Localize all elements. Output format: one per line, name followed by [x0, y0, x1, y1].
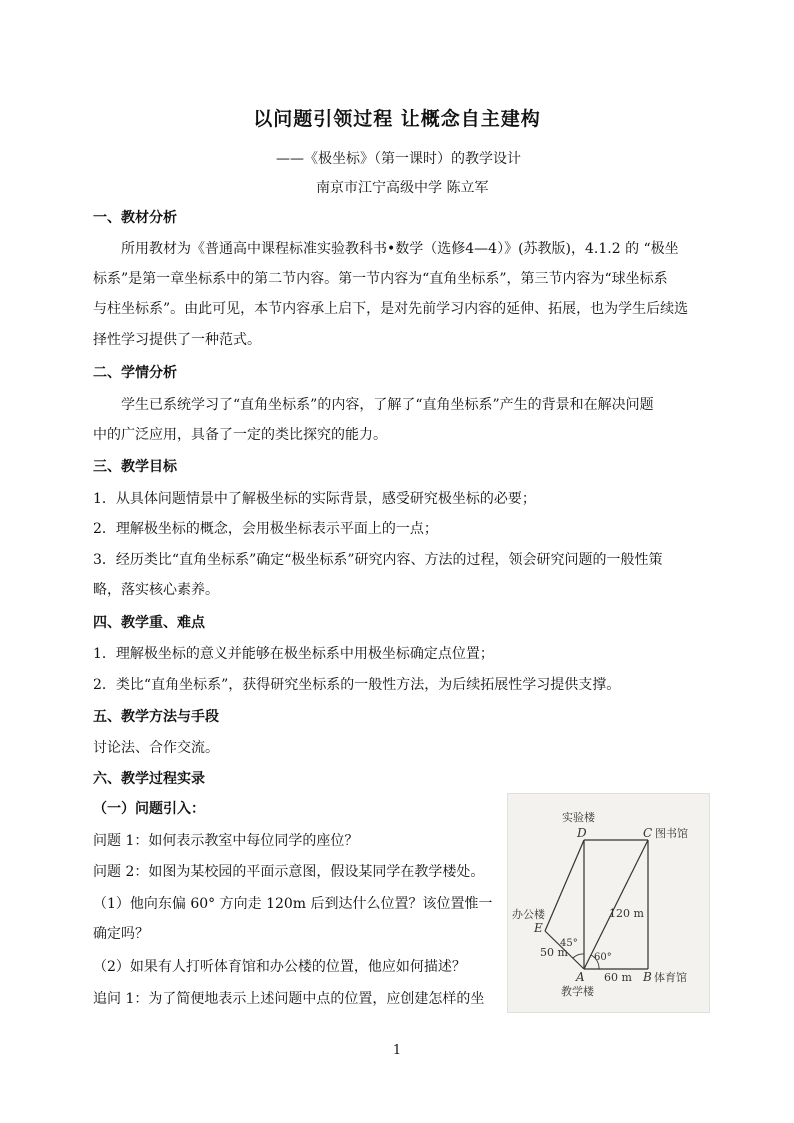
campus-map-figure: [507, 793, 710, 1013]
paragraph-line: 问题 1：如何表示教室中每位同学的座位？: [93, 833, 359, 849]
paragraph-line: 标系”是第一章坐标系中的第二节内容。第一节内容为“直角坐标系”，第三节内容为“球坐标系: [93, 271, 668, 287]
list-item: 2．类比“直角坐标系”，获得研究坐标系的一般性方法，为后续拓展性学习提供支撑。: [93, 677, 621, 693]
section-heading: 五、教学方法与手段: [93, 709, 219, 725]
section-heading: 四、教学重、难点: [93, 615, 205, 631]
section-heading: 三、教学目标: [93, 459, 177, 475]
section-heading: 一、教材分析: [93, 210, 177, 226]
paragraph-line: 中的广泛应用，具备了一定的类比探究的能力。: [93, 427, 387, 443]
label-teaching: 教学楼: [561, 985, 594, 998]
page-number: 1: [392, 1043, 402, 1058]
paragraph-line: （2）如果有人打听体育馆和办公楼的位置，他应如何描述？: [93, 959, 466, 975]
list-item: 1．理解极坐标的意义并能够在极坐标系中用极坐标确定点位置；: [93, 646, 494, 662]
paragraph-line: （1）他向东偏 60° 方向走 120m 后到达什么位置？该位置惟一: [93, 896, 493, 912]
label-angle-60: 60°: [594, 952, 612, 963]
paragraph-line: 确定吗？: [93, 926, 149, 942]
label-point-e: E: [534, 921, 543, 935]
label-dist-50: 50 m: [540, 946, 568, 959]
campus-map-diagram: [508, 794, 709, 1012]
page-title: 以问题引领过程 让概念自主建构: [253, 108, 541, 130]
list-item: 1．从具体问题情景中了解极坐标的实际背景，感受研究极坐标的必要；: [93, 491, 536, 507]
section-heading: 六、教学过程实录: [93, 771, 205, 787]
sub-heading: （一）问题引入：: [93, 801, 205, 817]
list-item: 略，落实核心素养。: [93, 582, 219, 598]
paragraph-line: 择性学习提供了一种范式。: [93, 332, 261, 348]
section-heading: 二、学情分析: [93, 365, 177, 381]
angle-arc-45: [573, 954, 584, 958]
page-subtitle: ——《极坐标》（第一课时）的教学设计: [276, 151, 521, 167]
label-dist-60: 60 m: [604, 971, 632, 984]
paragraph-line: 问题 2：如图为某校园的平面示意图，假设某同学在教学楼处。: [93, 864, 485, 880]
list-item: 2．理解极坐标的概念，会用极坐标表示平面上的一点；: [93, 521, 438, 537]
author-line: 南京市江宁高级中学 陈立军: [316, 180, 489, 196]
label-point-b: B: [643, 970, 652, 984]
label-dist-120: 120 m: [609, 907, 644, 920]
edge-ca: [584, 840, 648, 969]
label-office: 办公楼: [512, 908, 545, 921]
label-point-d: D: [577, 826, 587, 840]
paragraph-line: 与柱坐标系”。由此可见，本节内容承上启下，是对先前学习内容的延伸、拓展，也为学生后续选: [93, 301, 689, 317]
paragraph-line: 讨论法、合作交流。: [93, 740, 219, 756]
list-item: 3．经历类比“直角坐标系”确定“极坐标系”研究内容、方法的过程，领会研究问题的一般性策: [93, 552, 663, 568]
paragraph-line: 所用教材为《普通高中课程标准实验教科书•数学（选修4—4）》(苏教版)，4.1.2 的 “极坐: [121, 241, 679, 257]
label-lab: 实验楼: [562, 811, 595, 824]
label-point-c: C: [643, 826, 653, 840]
label-point-a: A: [576, 970, 585, 984]
paragraph-line: 学生已系统学习了“直角坐标系”的内容，了解了“直角坐标系”产生的背景和在解决问题: [121, 397, 654, 413]
label-library: 图书馆: [655, 827, 688, 840]
label-angle-45: 45°: [560, 938, 578, 949]
paragraph-line: 追问 1：为了简便地表示上述问题中点的位置，应创建怎样的坐: [93, 991, 485, 1007]
edge-de: [545, 840, 584, 931]
label-gym: 体育馆: [654, 971, 687, 984]
